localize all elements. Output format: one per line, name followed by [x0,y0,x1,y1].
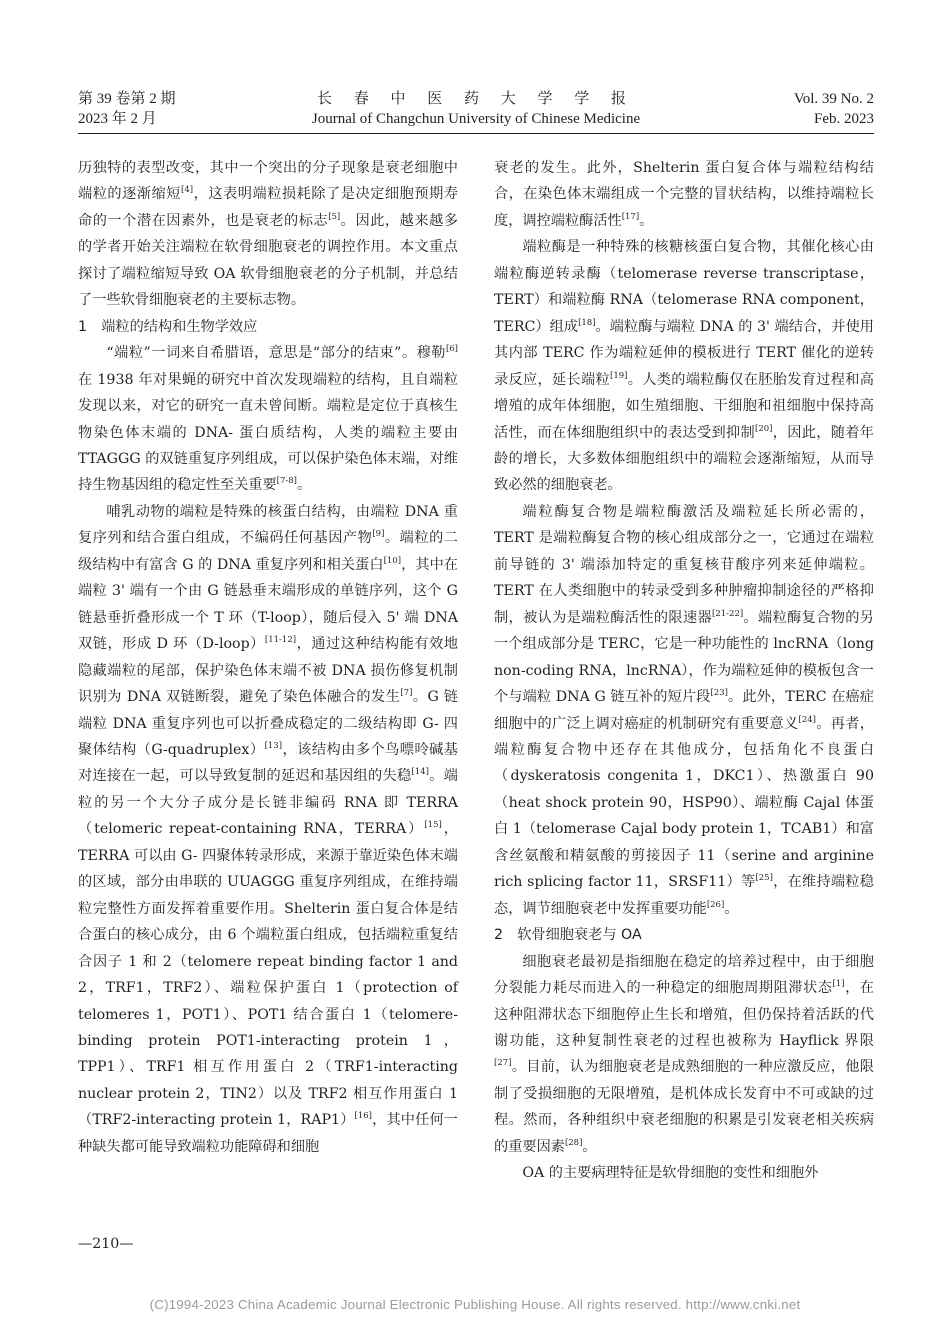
header-center [78,89,874,129]
citation: [26] [706,899,725,910]
citation: [24] [798,714,816,725]
header-right [794,89,874,129]
citation: [21-22] [712,608,744,619]
date-en: Feb. 2023 [814,111,874,127]
citation: [14] [411,767,429,778]
paragraph: 细胞衰老最初是指细胞在稳定的培养过程中，由于细胞分裂能力耗尽而进入的一种稳定的细胞周期阻滞状态[1]，在这种阻滞状态下细胞停止生长和增殖，但仍保持着活跃的代谢功能，这种复制性衰老的过程也被称为 Hayflick 界限[27]。目前，认为细胞衰老是成熟细胞的一种应激反应，他限制了受损细胞的无限增殖，是机体成长发育中不可或缺的过程。然而，各种组织中衰老细胞的积累是引发衰老相关疾病的重要因素[28]。 [494,953,874,1155]
paragraph: OA 的主要病理特征是软骨细胞的变性和细胞外 [522,1165,819,1182]
citation: [7-8] [276,476,297,487]
citation: [1] [832,979,845,990]
volume-issue-cn: 第 39 卷第 2 期 [78,91,176,107]
citation: [16] [354,1111,372,1122]
paragraph: 历独特的表型改变，其中一个突出的分子现象是衰老细胞中端粒的逐渐缩短[4]，这表明端粒损耗除了是决定细胞预期寿命的一个潜在因素外，也是衰老的标志[5]。因此，越来越多的学者开始关注端粒在软骨细胞衰老的调控作用。本文重点探讨了端粒缩短导致 OA 软骨细胞衰老的分子机制，并总结了一些软骨细胞衰老的主要标志物。 [78,160,458,309]
paragraph: 哺乳动物的端粒是特殊的核蛋白结构，由端粒 DNA 重复序列和结合蛋白组成，不编码任何基因产物[9]。端粒的二级结构中有富含 G 的 DNA 重复序列和相关蛋白[10]，其中在端粒 3' 端有一个由 G 链悬垂末端形成的单链序列，这个 G 链悬垂折叠形成一个 T 环（T-loop），随后侵入 5' 端 DNA 双链，形成 D 环（D-loop）[11-12]，通过这种结构能有效地隐藏端粒的尾部，保护染色体末端不被 DNA 损伤修复机制识别为 DNA 双链断裂，避免了染色体融合的发生[7]。G 链端粒 DNA 重复序列也可以折叠成稳定的二级结构即 G- 四聚体结构（G-quadruplex）[13]，该结构由多个鸟嘌呤碱基对连接在一起，可以导致复制的延迟和基因组的失稳[14]。端粒的另一个大分子成分是长链非编码 RNA 即 TERRA（telomeric repeat-containing RNA，TERRA）[15]，TERRA 可以由 G- 四聚体转录形成，来源于靠近染色体末端的区域，部分由串联的 UUAGGG 重复序列组成，在维持端粒完整性方面发挥着重要作用。Shelterin 蛋白复合体是结合蛋白的核心成分，由 6 个端粒蛋白组成，包括端粒重复结合因子 1 和 2（telomere repeat binding factor 1 and 2，TRF1，TRF2）、端粒保护蛋白 1（protection of telomeres 1，POT1）、POT1 结合蛋白 1（telomere-binding protein POT1-interacting protein 1，TPP1）、TRF1 相互作用蛋白 2（TRF1-interacting nuclear protein 2，TIN2）以及 TRF2 相互作用蛋白 1（TRF2-interacting protein 1，RAP1）[16]，其中任何一种缺失都可能导致端粒功能障碍和细胞 [78,503,458,1155]
citation: [23] [710,688,728,699]
citation: [17] [621,211,640,222]
citation: [25] [755,873,773,884]
paragraph: “端粒”一词来自希腊语，意思是“部分的结束”。穆勒[6]在 1938 年对果蝇的研究中首次发现端粒的结构，且自端粒发现以来，对它的研究一直未曾间断。端粒是定位于真核生物染色体末端的 DNA- 蛋白质结构，人类的端粒主要由 TTAGGG 的双链重复序列组成，可以保护染色体末端，对维持生物基因组的稳定性至关重要[7-8]。 [78,344,458,494]
citation: [20] [755,423,773,434]
citation: [11-12] [264,635,297,646]
citation: [4] [181,185,194,196]
citation: [27] [494,1058,512,1069]
volume-issue-en: Vol. 39 No. 2 [793,91,874,107]
citation: [13] [264,740,283,751]
paragraph: 衰老的发生。此外，Shelterin 蛋白复合体与端粒结构结合，在染色体末端组成一个完整的冒状结构，以维持端粒长度，调控端粒酶活性[17]。 [494,160,874,229]
citation: [10] [383,555,402,566]
running-header [78,89,874,131]
journal-title-en: Journal of Changchun University of Chinese Medicine [311,111,641,127]
section-heading: 1 端粒的结构和生物学效应 [78,318,258,335]
copyright-footer: (C)1994-2023 China Academic Journal Electronic Publishing House. All rights reserved. http://www.cnki.net [149,1297,801,1312]
paragraph: 端粒酶是一种特殊的核糖核蛋白复合物，其催化核心由端粒酶逆转录酶（telomerase reverse transcriptase，TERT）和端粒酶 RNA（telomerase RNA component，TERC）组成[18]。端粒酶与端粒 DNA 的 3' 端结合，并使用其内部 TERC 作为端粒延伸的模板进行 TERT 催化的逆转录反应，延长端粒[19]。人类的端粒酶仅在胚胎发育过程和高增殖的成年体细胞，如生殖细胞、干细胞和祖细胞中保持高活性，而在体细胞组织中的表达受到抑制[20]，因此，随着年龄的增长，大多数体细胞组织中的端粒会逐渐缩短，从而导致必然的细胞衰老。 [494,239,874,494]
journal-title-cn: 长 春 中 医 药 大 学 学 报 [316,91,635,107]
date-cn: 2023 年 2 月 [78,111,157,127]
right-column [494,155,874,1187]
left-column [78,155,458,1160]
citation: [6] [445,344,458,355]
citation: [19] [610,370,628,381]
citation: [7] [400,688,413,699]
citation: [15] [424,820,442,831]
paragraph: 端粒酶复合物是端粒酶激活及端粒延长所必需的，TERT 是端粒酶复合物的核心组成部分之一，它通过在端粒前导链的 3' 端添加特定的重复核苷酸序列来延伸端粒。TERT 在人类细胞中的转录受到多种肿瘤抑制途径的严格抑制，被认为是端粒酶活性的限速器[21-22]。端粒酶复合物的另一个组成部分是 TERC，它是一种功能性的 lncRNA（long non-coding RNA，lncRNA），作为端粒延伸的模板包含一个与端粒 DNA G 链互补的短片段[23]。此外，TERC 在癌症细胞中的广泛上调对癌症的机制研究有重要意义[24]。再者，端粒酶复合物中还存在其他成分，包括角化不良蛋白（dyskeratosis congenita 1，DKC1）、热激蛋白 90（heat shock protein 90，HSP90）、端粒酶 Cajal 体蛋白 1（telomerase Cajal body protein 1，TCAB1）和富含丝氨酸和精氨酸的剪接因子 11（serine and arginine rich splicing factor 11，SRSF11）等[25]，在维持端粒稳态，调节细胞衰老中发挥重要功能[26]。 [494,503,874,917]
citation: [18] [578,317,596,328]
citation: [9] [372,529,385,540]
section-heading: 2 软骨细胞衰老与 OA [494,927,642,944]
citation: [5] [328,211,341,222]
citation: [28] [564,1137,583,1148]
header-rule [78,133,874,134]
page-number: —210— [78,1236,134,1252]
